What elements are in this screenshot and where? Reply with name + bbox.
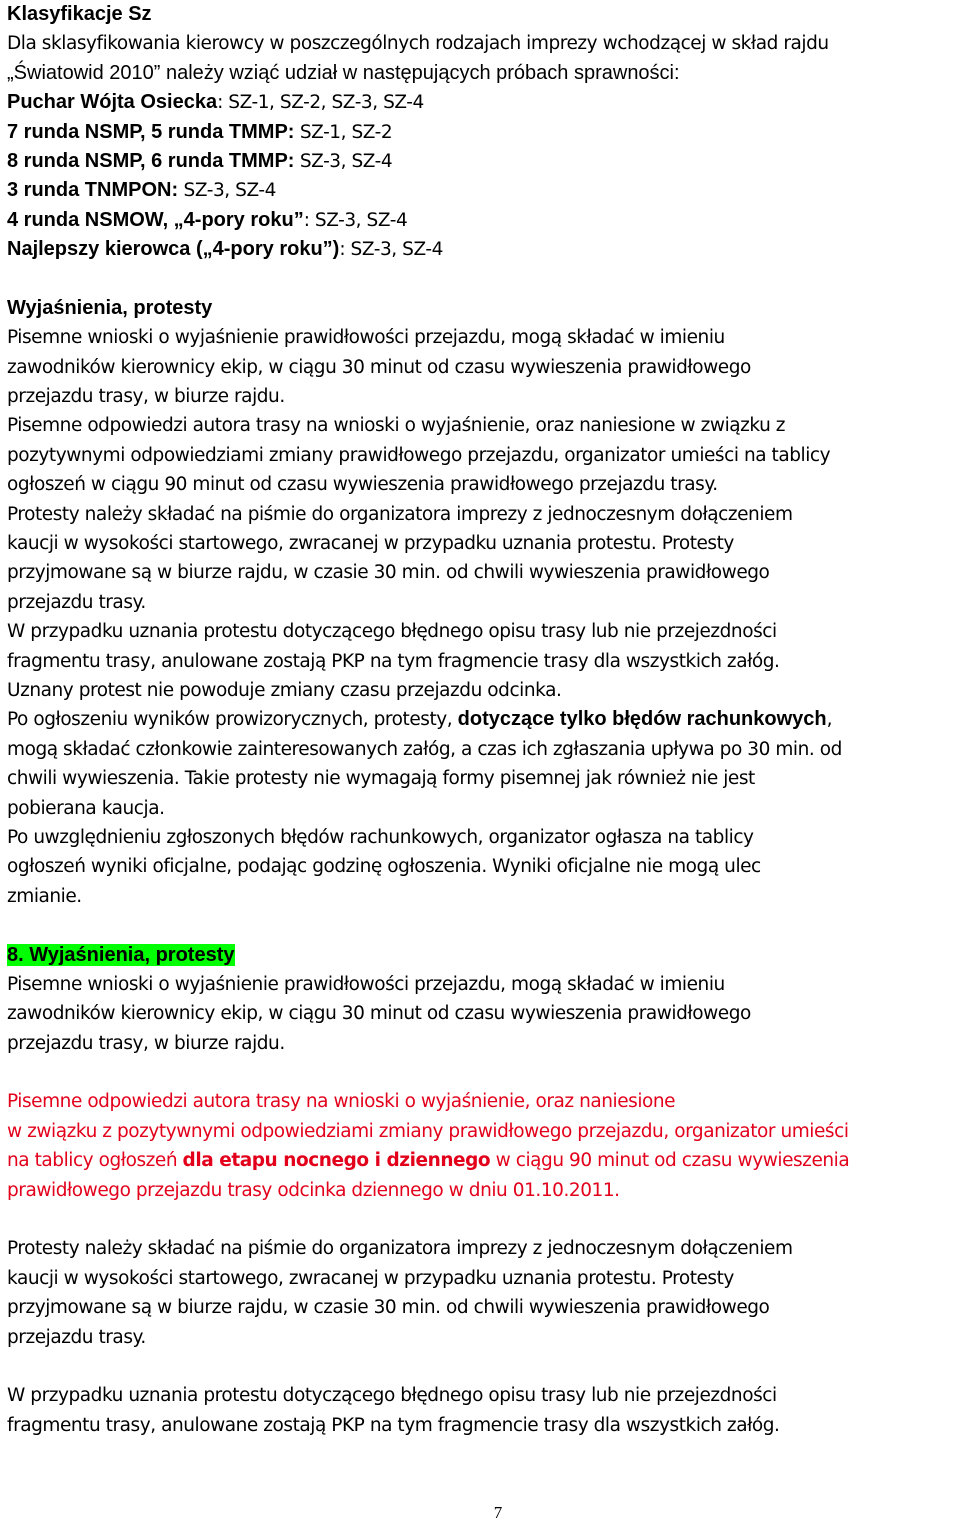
classification-item-value: SZ-3, SZ-4 [309, 209, 408, 231]
red-paragraph-line-mixed [7, 1146, 957, 1175]
section-8-heading-row [7, 941, 957, 970]
wyjasnienia-heading: Wyjaśnienia, protesty [7, 296, 213, 319]
paragraph-line-mixed [7, 705, 957, 734]
section-8-heading: 8. Wyjaśnienia, protesty [7, 943, 235, 966]
emphasis-text: dotyczące tylko błędów rachunkowych [457, 708, 827, 731]
classification-item-value: SZ-3, SZ-4 [178, 180, 276, 202]
classification-item [7, 88, 957, 117]
klasyfikacje-intro-line-1: Dla sklasyfikowania kierowcy w poszczególnych rodzajach imprezy wchodzącej w skład rajdu [7, 33, 829, 55]
classification-item-value: SZ-3, SZ-4 [294, 150, 393, 172]
paragraph-text: Po ogłoszeniu wyników prowizorycznych, protesty, [7, 709, 458, 731]
classification-item-label: 4 runda NSMOW, „4-pory roku” [7, 208, 304, 231]
classification-item-label: 8 runda NSMP, 6 runda TMMP: [7, 149, 295, 172]
paragraph-line: fragmentu trasy, anulowane zostają PKP na tym fragmencie trasy dla wszystkich załóg. [7, 1414, 780, 1436]
classification-item [7, 235, 957, 264]
document-page [7, 0, 957, 1440]
paragraph-line: przejazdu trasy, w biurze rajdu. [7, 386, 285, 408]
paragraph-line: mogą składać członkowie zainteresowanych załóg, a czas ich zgłaszania upływa po 30 min. od [7, 738, 842, 760]
klasyfikacje-intro-line-2: „Światowid 2010” należy wziąć udział w następujących próbach sprawności: [7, 61, 680, 84]
red-text: na tablicy ogłoszeń [7, 1150, 183, 1172]
classification-item [7, 206, 957, 235]
paragraph-line: kaucji w wysokości startowego, zwracanej w przypadku uznania protestu. Protesty [7, 533, 734, 555]
paragraph-line: zawodników kierownicy ekip, w ciągu 30 minut od czasu wywieszenia prawidłowego [7, 1003, 751, 1025]
classification-item [7, 147, 957, 176]
paragraph-line: W przypadku uznania protestu dotyczącego błędnego opisu trasy lub nie przejezdności [7, 1385, 777, 1407]
classification-item-suffix: : [339, 239, 346, 261]
paragraph-line: Pisemne wnioski o wyjaśnienie prawidłowości przejazdu, mogą składać w imieniu [7, 327, 725, 349]
paragraph-line: pobierana kaucja. [7, 797, 165, 819]
classification-item-value: SZ-3, SZ-4 [345, 239, 443, 261]
paragraph-line: Protesty należy składać na piśmie do organizatora imprezy z jednoczesnym dołączeniem [7, 503, 793, 525]
classification-item-label: 7 runda NSMP, 5 runda TMMP: [7, 120, 295, 143]
classification-item-suffix: : [217, 92, 223, 114]
paragraph-line: Protesty należy składać na piśmie do organizatora imprezy z jednoczesnym dołączeniem [7, 1238, 793, 1260]
paragraph-line: fragmentu trasy, anulowane zostają PKP na tym fragmencie trasy dla wszystkich załóg. [7, 650, 780, 672]
paragraph-line: przejazdu trasy. [7, 1326, 146, 1348]
red-bold-text: dla etapu nocnego i dziennego [182, 1150, 491, 1172]
classification-item [7, 118, 957, 147]
klasyfikacje-heading: Klasyfikacje Sz [7, 3, 152, 25]
classification-item-label: 3 runda TNMPON: [7, 179, 179, 202]
paragraph-line: W przypadku uznania protestu dotyczącego błędnego opisu trasy lub nie przejezdności [7, 621, 777, 643]
classification-item-label: Puchar Wójta Osiecka [7, 91, 218, 114]
paragraph-line: pozytywnymi odpowiedziami zmiany prawidłowego przejazdu, organizator umieści na tablicy [7, 444, 831, 466]
paragraph-line: ogłoszeń wyniki oficjalne, podając godzinę ogłoszenia. Wyniki oficjalne nie mogą ulec [7, 856, 761, 878]
paragraph-line: przejazdu trasy, w biurze rajdu. [7, 1032, 285, 1054]
paragraph-line: Po uwzględnieniu zgłoszonych błędów rachunkowych, organizator ogłasza na tablicy [7, 826, 754, 848]
paragraph-line: Uznany protest nie powoduje zmiany czasu przejazdu odcinka. [7, 679, 562, 701]
red-paragraph-line: prawidłowego przejazdu trasy odcinka dziennego w dniu 01.10.2011. [7, 1179, 620, 1201]
paragraph-line: zmianie. [7, 885, 82, 907]
paragraph-line: przyjmowane są w biurze rajdu, w czasie 30 min. od chwili wywieszenia prawidłowego [7, 1297, 770, 1319]
paragraph-line: przejazdu trasy. [7, 591, 146, 613]
paragraph-line: Pisemne wnioski o wyjaśnienie prawidłowości przejazdu, mogą składać w imieniu [7, 973, 725, 995]
red-paragraph-line: w związku z pozytywnymi odpowiedziami zmiany prawidłowego przejazdu, organizator umieści [7, 1120, 849, 1142]
paragraph-text: , [826, 709, 833, 731]
classification-item-value: SZ-1, SZ-2, SZ-3, SZ-4 [222, 92, 424, 114]
classification-item-suffix: : [303, 209, 310, 231]
paragraph-line: chwili wywieszenia. Takie protesty nie wymagają formy pisemnej jak również nie jest [7, 768, 755, 790]
red-text: w ciągu 90 minut od czasu wywieszenia [490, 1150, 850, 1172]
classification-item [7, 176, 957, 205]
classification-item-value: SZ-1, SZ-2 [294, 121, 393, 143]
paragraph-line: kaucji w wysokości startowego, zwracanej w przypadku uznania protestu. Protesty [7, 1267, 734, 1289]
classification-item-label: Najlepszy kierowca („4-pory roku”) [7, 238, 340, 261]
page-number: 7 [493, 1503, 503, 1522]
paragraph-line: ogłoszeń w ciągu 90 minut od czasu wywieszenia prawidłowego przejazdu trasy. [7, 474, 718, 496]
paragraph-line: Pisemne odpowiedzi autora trasy na wnioski o wyjaśnienie, oraz naniesione w związku z [7, 415, 786, 437]
paragraph-line: przyjmowane są w biurze rajdu, w czasie 30 min. od chwili wywieszenia prawidłowego [7, 562, 770, 584]
paragraph-line: zawodników kierownicy ekip, w ciągu 30 minut od czasu wywieszenia prawidłowego [7, 356, 751, 378]
red-paragraph-line: Pisemne odpowiedzi autora trasy na wnioski o wyjaśnienie, oraz naniesione [7, 1091, 676, 1113]
